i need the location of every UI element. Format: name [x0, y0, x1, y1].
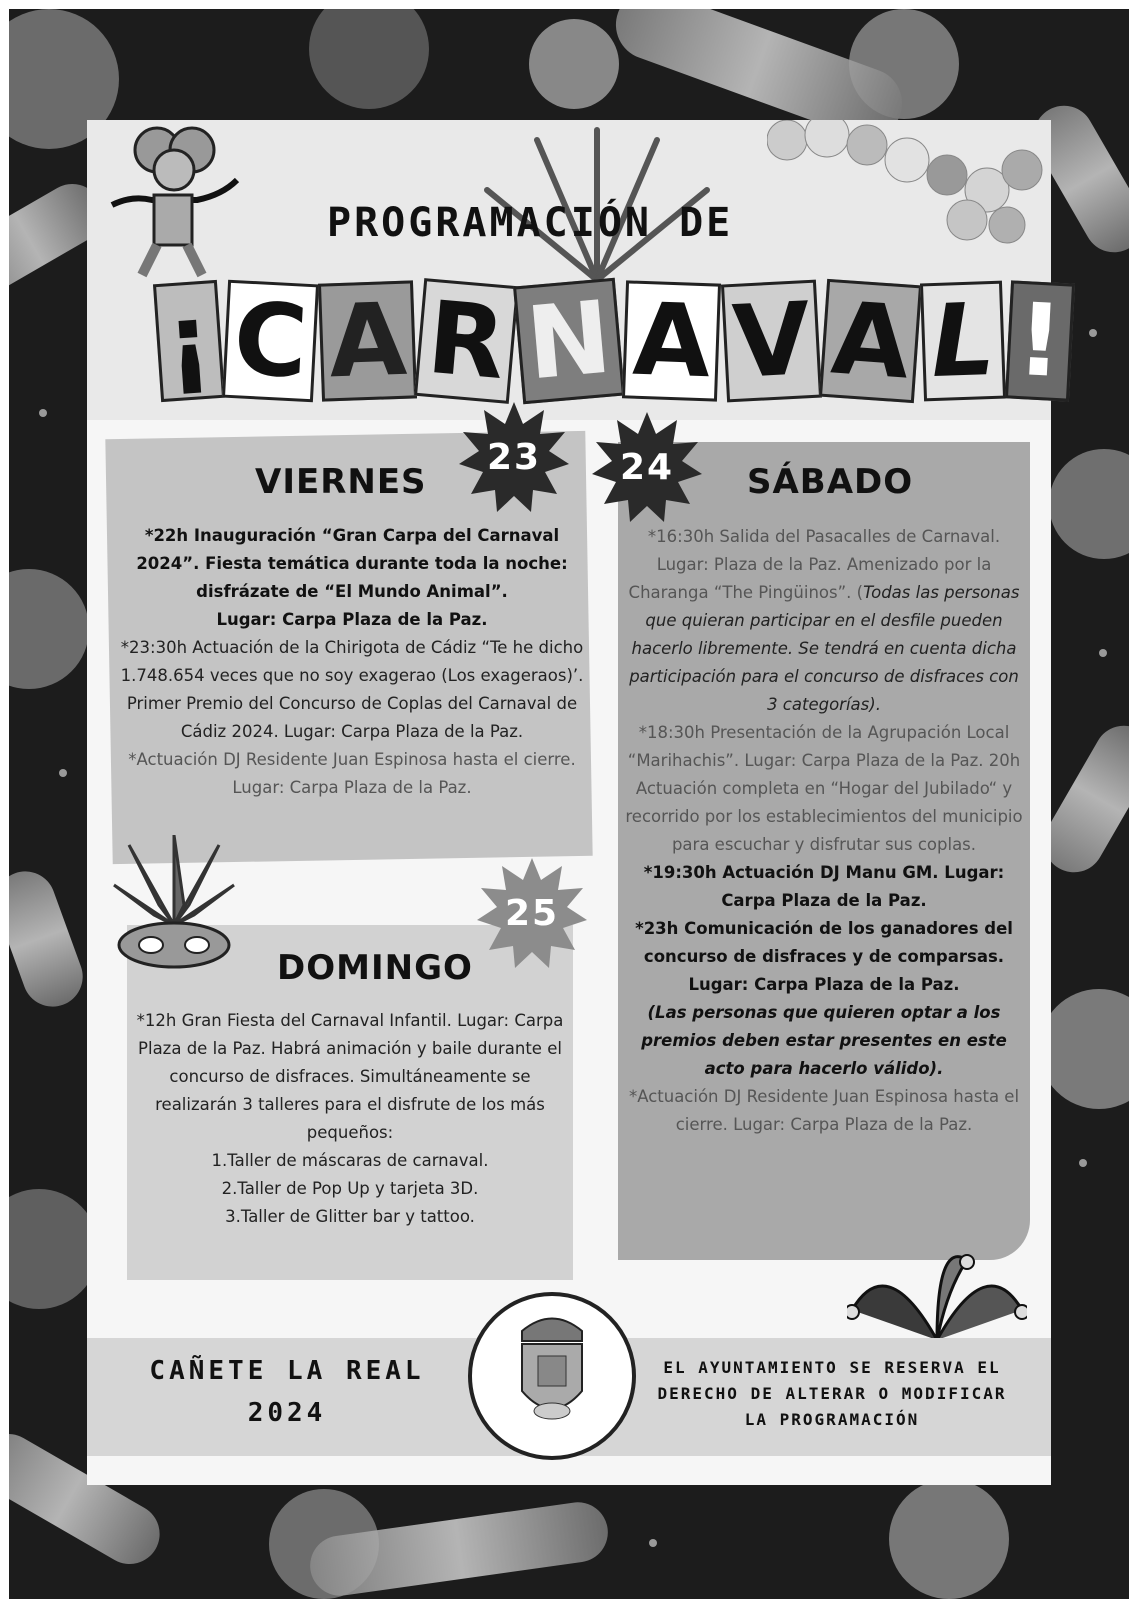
- title-letter: A: [622, 280, 721, 401]
- confetti-blob: [1039, 989, 1129, 1109]
- title-letter: L: [920, 281, 1006, 402]
- confetti-dot: [39, 409, 47, 417]
- confetti-blob: [529, 19, 619, 109]
- day-number: 23: [486, 436, 542, 478]
- confetti-dot: [59, 769, 67, 777]
- confetti-dot: [1089, 329, 1097, 337]
- title-letter: A: [819, 279, 922, 403]
- title-letter: C: [222, 280, 319, 403]
- title-letter: ¡: [153, 280, 225, 402]
- jester-hat-icon: [847, 1250, 1027, 1340]
- carnival-poster: [87, 120, 1066, 1485]
- pre-title: PROGRAMACIÓN DE: [327, 200, 734, 246]
- day-badge-viernes: [459, 402, 569, 512]
- title-letter: A: [318, 280, 417, 401]
- workshop-item: 1.Taller de máscaras de carnaval.: [211, 1151, 489, 1170]
- event-text: *12h Gran Fiesta del Carnaval Infantil. Lugar: Carpa Plaza de la Paz. Habrá animación y baile durante el concurso de disfraces. Simultáneamente se realizarán 3 talleres para el disfrute de los más pequeños:: [136, 1011, 564, 1142]
- day-number: 25: [504, 892, 560, 934]
- confetti-blob: [1049, 449, 1129, 559]
- event-text: *22h Inauguración “Gran Carpa del Carnaval 2024”. Fiesta temática durante toda la noche: disfrázate de “El Mundo Animal”.: [136, 526, 568, 601]
- town-year: 2024: [247, 1398, 327, 1428]
- day-badge-domingo: [477, 858, 587, 968]
- feather-mask-icon: [109, 835, 239, 975]
- event-text: *23:30h Actuación de la Chirigota de Cádiz “Te he dicho 1.748.654 veces que no soy exagerao (Los exageraos)’. Primer Premio del Concurso de Coplas del Carnaval de Cádiz 2024. Lugar: Carpa Plaza de la Paz.: [120, 638, 584, 741]
- carnaval-title: [157, 260, 1076, 403]
- confetti-blob: [9, 1189, 99, 1309]
- title-letter: !: [1005, 280, 1075, 401]
- event-text: *23h Comunicación de los ganadores del concurso de disfraces y de comparsas. Lugar: Carpa Plaza de la Paz.: [635, 919, 1013, 994]
- workshop-item: 2.Taller de Pop Up y tarjeta 3D.: [221, 1179, 479, 1198]
- viernes-events: [117, 522, 587, 802]
- event-text: (Las personas que quieren optar a los premios deben estar presentes en este acto para hacerlo válido).: [641, 1003, 1007, 1078]
- event-text: Todas las personas que quieran participar en el desfile pueden hacerlo libremente. Se tendrá en cuenta dicha participación para el concurso de disfraces con 3 categorías).: [629, 583, 1020, 714]
- domingo-events: [132, 1007, 568, 1231]
- confetti-blob: [889, 1479, 1009, 1599]
- balloons-icon: [767, 120, 1047, 250]
- streamer: [9, 863, 91, 1015]
- title-letter: N: [513, 278, 625, 404]
- confetti-dot: [1079, 1159, 1087, 1167]
- workshop-item: 3.Taller de Glitter bar y tattoo.: [225, 1207, 475, 1226]
- confetti-dot: [1099, 649, 1107, 657]
- disclaimer-notice: EL AYUNTAMIENTO SE RESERVA EL DERECHO DE ALTERAR O MODIFICAR LA PROGRAMACIÓN: [657, 1358, 1007, 1429]
- day-title-viernes: VIERNES: [255, 462, 427, 502]
- event-text: *Actuación DJ Residente Juan Espinosa hasta el cierre. Lugar: Carpa Plaza de la Paz.: [128, 750, 576, 797]
- event-text: *19:30h Actuación DJ Manu GM. Lugar: Carpa Plaza de la Paz.: [643, 863, 1005, 910]
- event-text: Lugar: Carpa Plaza de la Paz.: [216, 610, 488, 629]
- town-block: [127, 1350, 447, 1434]
- event-text: *18:30h Presentación de la Agrupación Local “Marihachis”. Lugar: Carpa Plaza de la Paz. 20h Actuación completa en “Hogar del Jubilado“ y recorrido por los establecimientos del municipio para escuchar y disfrutar sus coplas.: [625, 723, 1023, 854]
- confetti-blob: [309, 9, 429, 109]
- day-badge-sabado: [592, 412, 702, 522]
- sabado-events: [623, 523, 1025, 1139]
- event-text: *16:30h Salida del Pasacalles de Carnaval. Lugar: Plaza de la Paz. Amenizado por la Charanga “The Pingüinos”. (: [628, 527, 1001, 602]
- day-title-domingo: DOMINGO: [277, 948, 473, 988]
- day-title-sabado: SÁBADO: [747, 462, 914, 502]
- title-letter: R: [414, 278, 519, 404]
- coat-of-arms-icon: [468, 1292, 636, 1460]
- town-name: CAÑETE LA REAL: [149, 1356, 425, 1386]
- day-number: 24: [619, 446, 675, 488]
- confetti-blob: [9, 569, 89, 689]
- confetti-dot: [649, 1539, 657, 1547]
- title-letter: V: [721, 280, 822, 403]
- event-text: *Actuación DJ Residente Juan Espinosa hasta el cierre. Lugar: Carpa Plaza de la Paz.: [628, 1087, 1020, 1134]
